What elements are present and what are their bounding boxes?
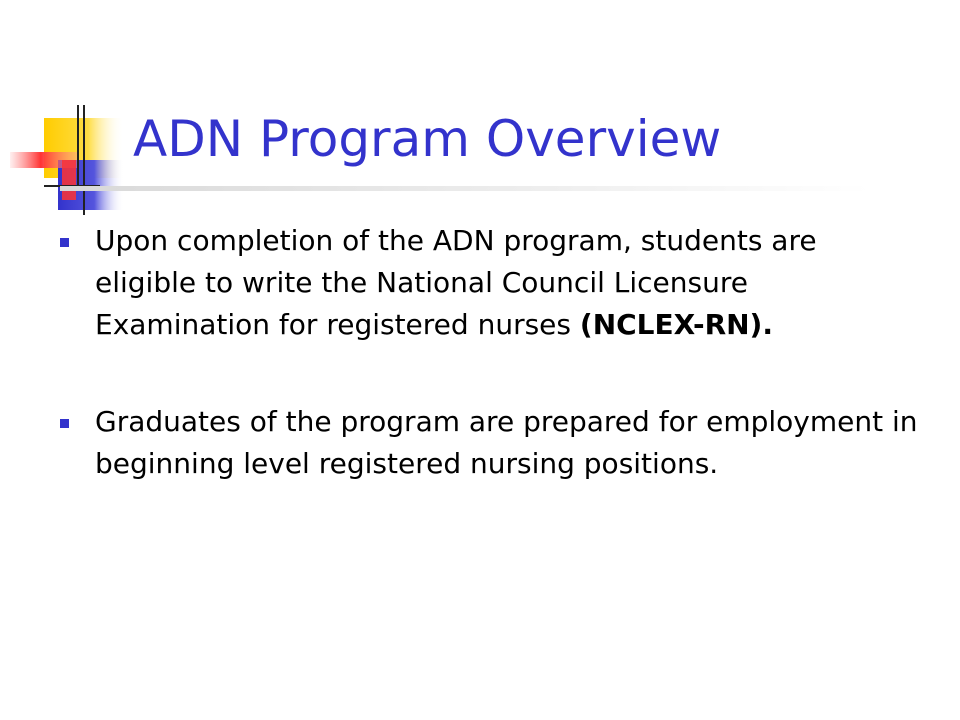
bullet-text: Graduates of the program are prepared for employment in beginning level registered nursing positions.	[95, 405, 918, 480]
bullet-item	[60, 401, 920, 485]
title-divider	[60, 184, 870, 194]
decorative-squares-icon	[0, 0, 140, 230]
bullet-bold-text: (NCLEX-RN).	[579, 308, 773, 341]
bullet-list	[60, 220, 920, 485]
slide-title: ADN Program Overview	[133, 110, 722, 168]
square-bullet-icon	[60, 238, 69, 247]
bullet-text: Upon completion of the ADN program, students are eligible to write the National Council Licensure Examination for registered nurses	[95, 224, 817, 341]
bullet-item	[60, 220, 920, 346]
square-bullet-icon	[60, 419, 69, 428]
